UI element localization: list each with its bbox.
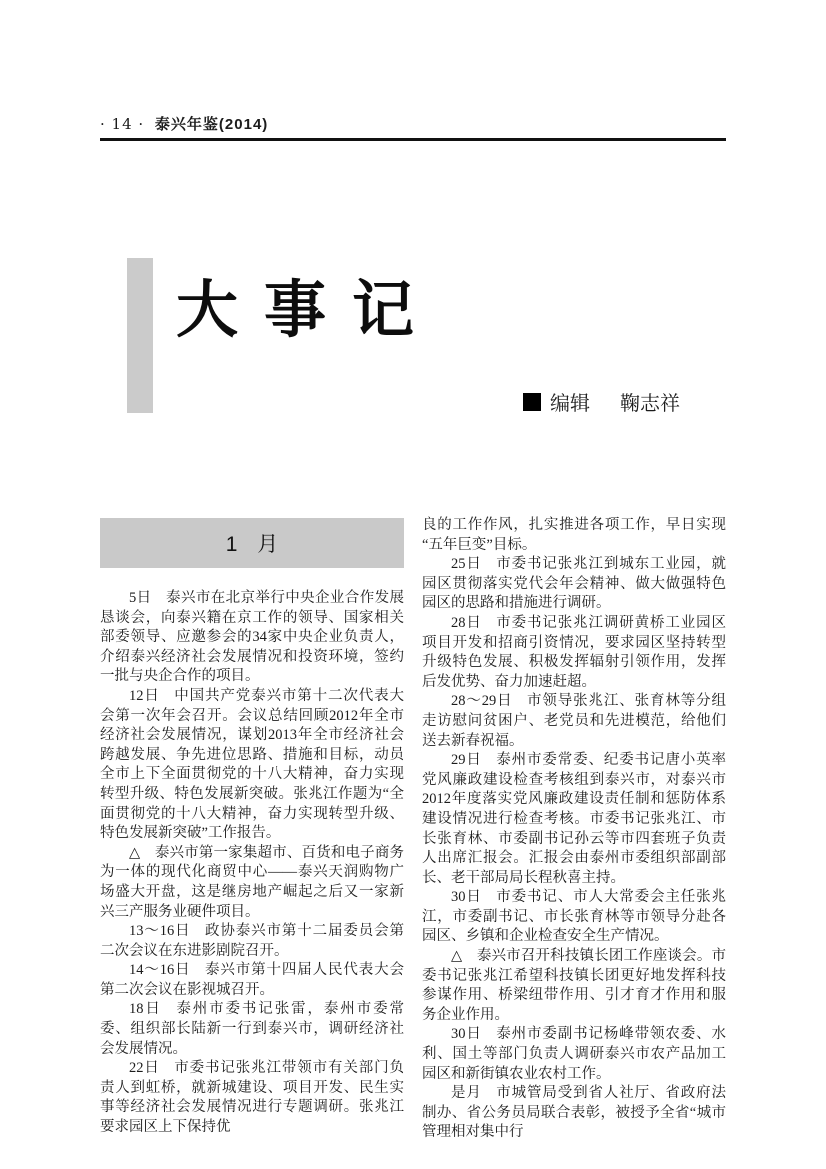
entry-date-marker: 28日	[451, 614, 482, 631]
page-title: 大事记	[176, 276, 441, 345]
entry-paragraph: 18日 泰州市委书记张雷，泰州市委常委、组织部长陆新一行到泰兴市，调研经济社会发展情况。	[100, 1001, 405, 1057]
entry-paragraph: 是月 市城管局受到省人社厅、省政府法制办、省公务员局联合表彰，被授予全省“城市管理相对集中行	[422, 1085, 726, 1141]
entry-date-marker: 30日	[451, 1026, 482, 1043]
entry-paragraph: 30日 泰州市委副书记杨峰带领农委、水利、国土等部门负责人调研泰兴市农产品加工园区和新街镇农业农村工作。	[422, 1026, 726, 1082]
entry-date-marker: 22日	[129, 1060, 160, 1077]
entry-paragraph: 14～16日 泰兴市第十四届人民代表大会第二次会议在影视城召开。	[100, 962, 404, 998]
entry-paragraph: 22日 市委书记张兆江带领市有关部门负责人到虹桥，就新城建设、项目开发、民生实事等经济社会发展情况进行专题调研。张兆江要求园区上下保持优	[100, 1060, 404, 1136]
entry-date-marker: △	[451, 948, 463, 965]
header-rule	[100, 138, 726, 141]
entry-paragraph: △ 泰兴市第一家集超市、百货和电子商务为一体的现代化商贸中心——泰兴天润购物广场盛大开盘，这是继房地产崛起之后又一家新兴三产服务业硬件项目。	[100, 844, 405, 920]
entry-paragraph: △ 泰兴市召开科技镇长团工作座谈会。市委书记张兆江希望科技镇长团更好地发挥科技参谋作用、桥梁纽带作用、引才育才作用和服务企业作用。	[422, 948, 727, 1023]
right-column	[422, 516, 726, 1143]
book-title: 泰兴年鉴(2014)	[154, 116, 269, 133]
entry-date-marker: 28～29日	[451, 693, 513, 710]
entry-paragraph: 29日 泰州市委常委、纪委书记唐小英率党风廉政建设检查考核组到泰兴市，对泰兴市2012年度落实党风廉政建设责任制和惩防体系建设情况进行检查考核。市委书记张兆江、市长张育林、市委副书记孙云等市四套班子负责人出席汇报会。汇报会由泰州市委组织部副部长、老干部局局长程秋喜主持。	[422, 752, 726, 886]
page-number: · 14 ·	[100, 115, 145, 133]
left-column-entries	[100, 589, 404, 1138]
right-column-entries	[422, 516, 726, 1143]
entry-date-marker: 18日	[129, 1001, 162, 1018]
entry-paragraph: 28日 市委书记张兆江调研黄桥工业园区项目开发和招商引资情况，要求园区坚持转型升级特色发展、积极发挥辐射引领作用，发挥后发优势、奋力加速赶超。	[422, 614, 726, 690]
entry-paragraph: 25日 市委书记张兆江到城东工业园，就园区贯彻落实党代会年会精神、做大做强特色园区的思路和措施进行调研。	[422, 556, 726, 612]
editor-credit	[523, 387, 680, 416]
entry-paragraph: 12日 中国共产党泰兴市第十二次代表大会第一次年会召开。会议总结回顾2012年全市经济社会发展情况，谋划2013年全市经济社会跨越发展、争先进位思路、措施和目标，动员全市上下全面贯彻党的十八大精神，奋力实现转型升级、特色发展新突破。张兆江作题为“全面贯彻党的十八大精神，奋力实现转型升级、特色发展新突破”工作报告。	[100, 687, 404, 842]
entry-date-marker: 14～16日	[129, 962, 191, 979]
entry-date-marker: △	[129, 844, 141, 861]
entry-paragraph: 良的工作作风，扎实推进各项工作，早日实现“五年巨变”目标。	[422, 517, 726, 553]
entry-paragraph: 5日 泰兴市在北京举行中央企业合作发展恳谈会，向泰兴籍在京工作的领导、国家相关部委领导、应邀参会的34家中央企业负责人，介绍泰兴经济社会发展情况和投资环境，签约一批与央企合作的项目。	[100, 590, 405, 685]
entry-paragraph: 13～16日 政协泰兴市第十二届委员会第二次会议在东进影剧院召开。	[100, 923, 404, 959]
entry-paragraph: 28～29日 市领导张兆江、张育林等分组走访慰问贫困户、老党员和先进模范，给他们送去新春祝福。	[422, 693, 726, 749]
entry-paragraph: 30日 市委书记、市人大常委会主任张兆江，市委副书记、市长张育林等市领导分赴各园区、乡镇和企业检查安全生产情况。	[422, 889, 726, 945]
left-column	[100, 516, 404, 1143]
editor-name: 鞠志祥	[620, 393, 680, 415]
section-header-january	[100, 518, 404, 568]
title-accent-bar	[127, 258, 153, 413]
entry-date-marker: 是月	[451, 1085, 482, 1102]
entry-date-marker: 25日	[451, 556, 482, 573]
entry-date-marker: 29日	[451, 752, 482, 769]
entry-date-marker: 13～16日	[129, 923, 191, 940]
body-columns	[100, 516, 726, 1143]
entry-date-marker: 5日	[129, 590, 152, 606]
editor-label: 编辑	[550, 393, 590, 415]
entry-date-marker: 30日	[451, 889, 482, 906]
square-bullet-icon	[523, 393, 541, 411]
entry-date-marker: 12日	[129, 687, 160, 704]
running-header	[100, 113, 726, 134]
section-title: 1 月	[225, 533, 279, 556]
